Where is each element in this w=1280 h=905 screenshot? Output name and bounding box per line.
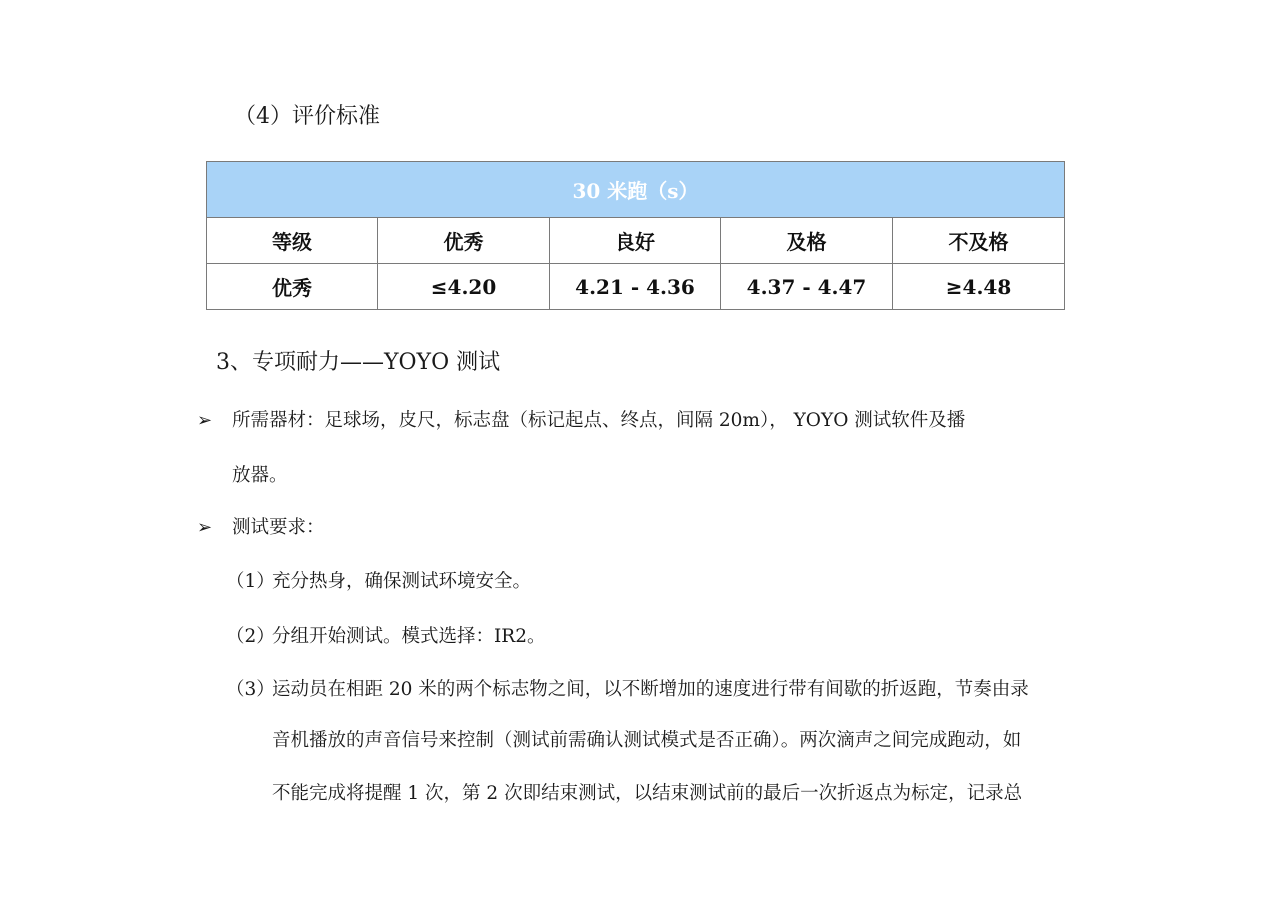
sprint-standard-table [206,161,1065,310]
value-excellent: ≤4.20 [378,264,550,310]
step-3-line-2: 音机播放的声音信号来控制（测试前需确认测试模式是否正确）。两次滴声之间完成跑动，如 [272,730,1022,751]
step-1-marker: （1） [226,571,275,592]
table-row [207,264,1065,310]
header-pass: 及格 [721,218,893,264]
requirements-label: 测试要求： [232,517,325,538]
value-fail: ≥4.48 [893,264,1065,310]
step-2-text: 分组开始测试。模式选择：IR2。 [272,626,546,647]
step-2-marker: （2） [226,626,275,647]
value-good: 4.21 - 4.36 [550,264,721,310]
equipment-line-2: 放器。 [232,465,288,486]
step-1-text: 充分热身，确保测试环境安全。 [272,571,532,592]
header-good: 良好 [550,218,721,264]
table-title: 30 米跑（s） [207,162,1065,218]
row-label: 优秀 [207,264,378,310]
table-header-row [207,218,1065,264]
table-title-row [207,162,1065,218]
evaluation-heading: （4）评价标准 [234,104,380,129]
step-3-line-3: 不能完成将提醒 1 次，第 2 次即结束测试，以结束测试前的最后一次折返点为标定，记录总 [272,783,1023,804]
header-excellent: 优秀 [378,218,550,264]
equipment-line-1: 所需器材：足球场，皮尺，标志盘（标记起点、终点，间隔 20m）， YOYO 测试软件及播 [232,410,966,431]
yoyo-test-heading: 3、专项耐力——YOYO 测试 [216,350,501,375]
step-3-line-1: 运动员在相距 20 米的两个标志物之间，以不断增加的速度进行带有间歇的折返跑，节奏由录 [272,679,1029,700]
value-pass: 4.37 - 4.47 [721,264,893,310]
arrow-bullet-icon: ➢ [197,517,213,538]
arrow-bullet-icon: ➢ [197,410,213,431]
header-fail: 不及格 [893,218,1065,264]
step-3-marker: （3） [226,679,275,700]
header-grade: 等级 [207,218,378,264]
